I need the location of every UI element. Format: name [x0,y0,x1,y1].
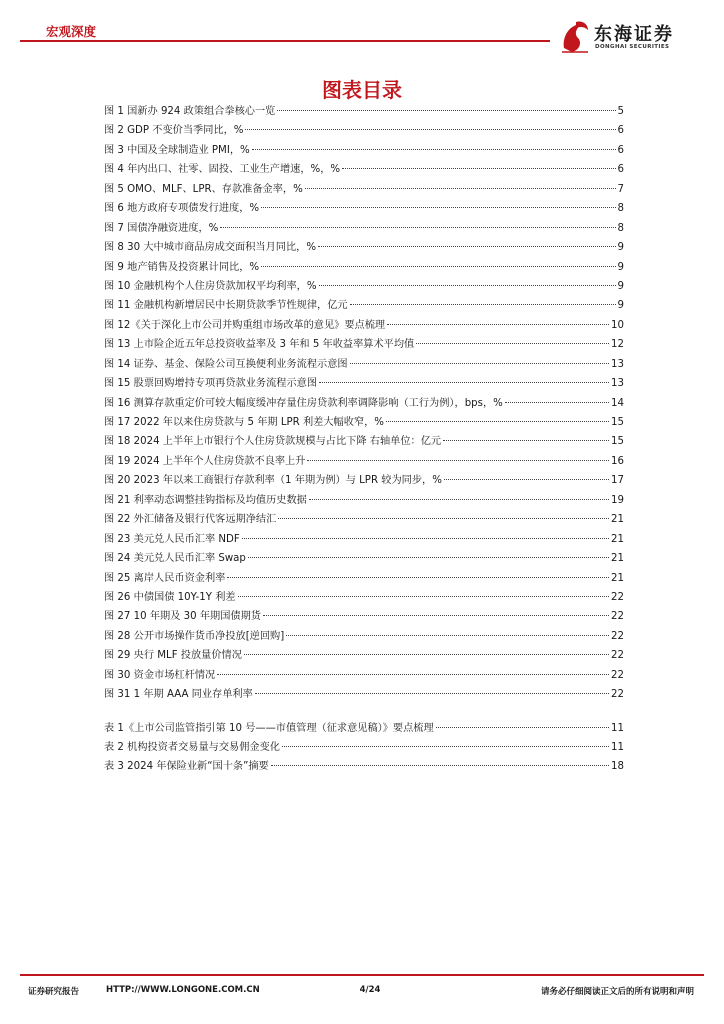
toc-leader-dots [271,765,609,766]
toc-entry[interactable] [104,530,624,549]
footer-disclaimer: 请务必仔细阅读正文后的所有说明和声明 [540,987,694,997]
company-logo [558,18,708,58]
toc-entry[interactable] [104,569,624,588]
toc-entry[interactable] [104,588,624,607]
toc-leader-dots [244,654,609,655]
toc-entry-page: 12 [611,339,624,351]
toc-entry-label: 图 4 年内出口、社零、固投、工业生产增速，%，% [104,164,341,176]
toc-leader-dots [350,304,616,305]
toc-gap [104,705,624,719]
toc-entry-page: 13 [611,358,624,370]
toc-entry-label: 图 2 GDP 不变价当季同比，% [104,125,244,137]
toc-entry-label: 图 3 中国及全球制造业 PMI，% [104,144,250,156]
toc-entry-label: 表 1《上市公司监管指引第 10 号——市值管理（征求意见稿）》要点梳理 [104,722,434,734]
toc-entry-label: 图 25 离岸人民币资金利率 [104,572,226,584]
toc-entry-page: 6 [617,164,624,176]
toc-entry[interactable] [104,491,624,510]
toc-entry-page: 15 [611,417,624,428]
toc-entry-page: 8 [617,203,624,215]
toc-entry-label: 图 8 30 大中城市商品房成交面积当月同比，% [104,242,317,254]
toc-entry[interactable] [104,121,624,140]
toc-leader-dots [309,499,609,500]
toc-entry-page: 21 [611,533,624,545]
toc-entry-page: 17 [611,475,624,487]
header-section-tag: 宏观深度 [46,24,97,39]
toc-entry-page: 22 [611,689,624,701]
toc-entry-page: 22 [611,650,624,662]
footer-page-number: 4/24 [359,985,381,995]
toc-entry-page: 9 [617,261,624,273]
toc-leader-dots [443,440,609,441]
toc-entry[interactable] [104,757,624,776]
toc-entry[interactable] [104,141,624,160]
toc-entry-page: 21 [611,553,624,565]
logo-cn-text: 东海证券 [594,24,674,45]
toc-entry[interactable] [104,394,624,413]
toc-leader-dots [416,343,609,344]
logo-mark-icon [558,18,592,56]
toc-leader-dots [242,538,609,539]
toc-entry-label: 图 10 金融机构个人住房贷款加权平均利率，% [104,280,317,292]
logo-en-text: DONGHAI SECURITIES [595,44,670,50]
toc-entry-page: 22 [611,630,624,642]
toc-leader-dots [238,596,609,597]
toc-entry-page: 18 [611,761,624,773]
figure-list [104,102,624,705]
toc-entry[interactable] [104,180,624,199]
toc-entry[interactable] [104,160,624,179]
toc-entry-label: 图 11 金融机构新增居民中长期贷款季节性规律，亿元 [104,300,348,312]
toc-entry-label: 图 24 美元兑人民币汇率 Swap [104,553,246,565]
toc-entry[interactable] [104,452,624,471]
toc-entry-label: 图 5 OMO、MLF、LPR、存款准备金率，% [104,183,303,195]
toc-entry-label: 表 3 2024 年保险业新“国十条”摘要 [104,761,269,773]
toc-leader-dots [387,324,609,325]
toc-leader-dots [342,168,615,169]
toc-entry-page: 8 [617,222,624,234]
toc-entry[interactable] [104,627,624,646]
toc-entry[interactable] [104,646,624,665]
toc-entry-label: 图 31 1 年期 AAA 同业存单利率 [104,689,253,701]
toc-entry[interactable] [104,199,624,218]
toc-list [104,102,624,777]
toc-entry-label: 图 26 中债国债 10Y-1Y 利差 [104,591,236,603]
toc-entry-page: 10 [611,319,624,331]
toc-entry-page: 11 [611,742,624,753]
toc-leader-dots [319,285,616,286]
toc-entry-label: 图 21 利率动态调整挂钩指标及均值历史数据 [104,494,307,506]
toc-entry[interactable] [104,102,624,121]
toc-entry-page: 22 [611,591,624,603]
toc-entry-page: 6 [617,125,624,137]
footer-report-type: 证券研究报告 [28,987,80,997]
toc-entry-label: 图 17 2022 年以来住房贷款与 5 年期 LPR 利差大幅收窄，% [104,417,384,428]
toc-entry-label: 图 30 资金市场杠杆情况 [104,669,216,681]
toc-entry-label: 图 20 2023 年以来工商银行存款利率（1 年期为例）与 LPR 较为同步，% [104,475,442,487]
toc-entry-page: 22 [611,669,624,681]
toc-entry-label: 图 9 地产销售及投资累计同比，% [104,261,260,273]
toc-entry-page: 21 [611,514,624,526]
toc-entry[interactable] [104,471,624,490]
toc-entry[interactable] [104,316,624,335]
toc-entry-label: 图 18 2024 上半年上市银行个人住房贷款规模与占比下降 右轴单位：亿元 [104,436,442,448]
toc-entry[interactable] [104,335,624,354]
toc-entry[interactable] [104,719,624,738]
toc-entry[interactable] [104,355,624,374]
toc-leader-dots [263,615,609,616]
toc-entry-label: 图 14 证券、基金、保险公司互换便利业务流程示意图 [104,358,348,370]
toc-entry-label: 图 29 央行 MLF 投放量价情况 [104,650,242,662]
toc-leader-dots [261,266,615,267]
toc-entry[interactable] [104,607,624,626]
toc-entry[interactable] [104,432,624,451]
toc-entry[interactable] [104,296,624,315]
toc-entry-page: 15 [611,436,624,448]
toc-entry-label: 图 27 10 年期及 30 年期国债期货 [104,611,261,623]
footer-rule [20,974,704,976]
toc-entry-page: 21 [611,572,624,584]
toc-entry[interactable] [104,374,624,393]
toc-leader-dots [217,674,609,675]
footer-website-link[interactable]: HTTP://WWW.LONGONE.COM.CN [106,985,260,995]
toc-leader-dots [505,402,609,403]
toc-leader-dots [277,110,615,111]
toc-leader-dots [252,149,616,150]
toc-entry-page: 22 [611,611,624,623]
toc-leader-dots [305,188,616,189]
toc-entry-label: 图 12《关于深化上市公司并购重组市场改革的意见》要点梳理 [104,319,386,331]
toc-entry-label: 图 15 股票回购增持专项再贷款业务流程示意图 [104,378,318,390]
toc-leader-dots [248,557,609,558]
toc-entry[interactable] [104,685,624,704]
toc-entry[interactable] [104,549,624,568]
toc-leader-dots [255,693,609,694]
toc-entry-page: 9 [617,300,624,312]
toc-leader-dots [307,460,609,461]
toc-entry-page: 11 [611,722,624,734]
toc-entry-label: 图 19 2024 上半年个人住房贷款不良率上升 [104,455,306,467]
toc-leader-dots [227,577,609,578]
toc-leader-dots [282,746,609,747]
toc-entry-page: 19 [611,494,624,506]
toc-leader-dots [318,246,615,247]
toc-entry-label: 图 7 国债净融资进度，% [104,222,219,234]
toc-leader-dots [436,727,609,728]
toc-leader-dots [444,479,609,480]
toc-leader-dots [386,421,609,422]
toc-entry[interactable] [104,510,624,529]
toc-leader-dots [286,635,609,636]
toc-entry-page: 14 [611,397,624,409]
table-list [104,719,624,777]
toc-entry-label: 图 23 美元兑人民币汇率 NDF [104,533,240,545]
toc-entry[interactable] [104,258,624,277]
toc-entry[interactable] [104,738,624,757]
toc-entry[interactable] [104,238,624,257]
toc-leader-dots [350,363,609,364]
toc-entry-label: 图 1 国新办 924 政策组合拳核心一览 [104,106,276,117]
toc-leader-dots [245,129,615,130]
toc-entry-page: 6 [617,144,624,156]
page-title: 图表目录 [322,78,402,102]
toc-entry[interactable] [104,277,624,296]
toc-entry-label: 图 22 外汇储备及银行代客远期净结汇 [104,514,277,526]
toc-entry[interactable] [104,219,624,238]
toc-entry-label: 图 6 地方政府专项债发行进度，% [104,203,260,215]
toc-entry-page: 13 [611,378,624,390]
header-rule [20,40,550,42]
toc-entry-label: 图 16 测算存款重定价可较大幅度缓冲存量住房贷款利率调降影响（工行为例），bps，% [104,397,503,409]
toc-entry-page: 9 [617,242,624,254]
toc-entry-label: 图 13 上市险企近五年总投资收益率及 3 年和 5 年收益率算术平均值 [104,339,415,351]
toc-leader-dots [278,518,609,519]
toc-entry-label: 图 28 公开市场操作货币净投放[逆回购] [104,630,285,642]
toc-leader-dots [261,207,615,208]
toc-entry-label: 表 2 机构投资者交易量与交易佣金变化 [104,742,280,753]
toc-entry-page: 9 [617,280,624,292]
toc-leader-dots [319,382,609,383]
toc-entry-page: 5 [617,106,624,117]
toc-entry[interactable] [104,666,624,685]
toc-entry-page: 16 [611,455,624,467]
toc-entry-page: 7 [617,183,624,195]
toc-entry[interactable] [104,413,624,432]
toc-leader-dots [220,227,615,228]
